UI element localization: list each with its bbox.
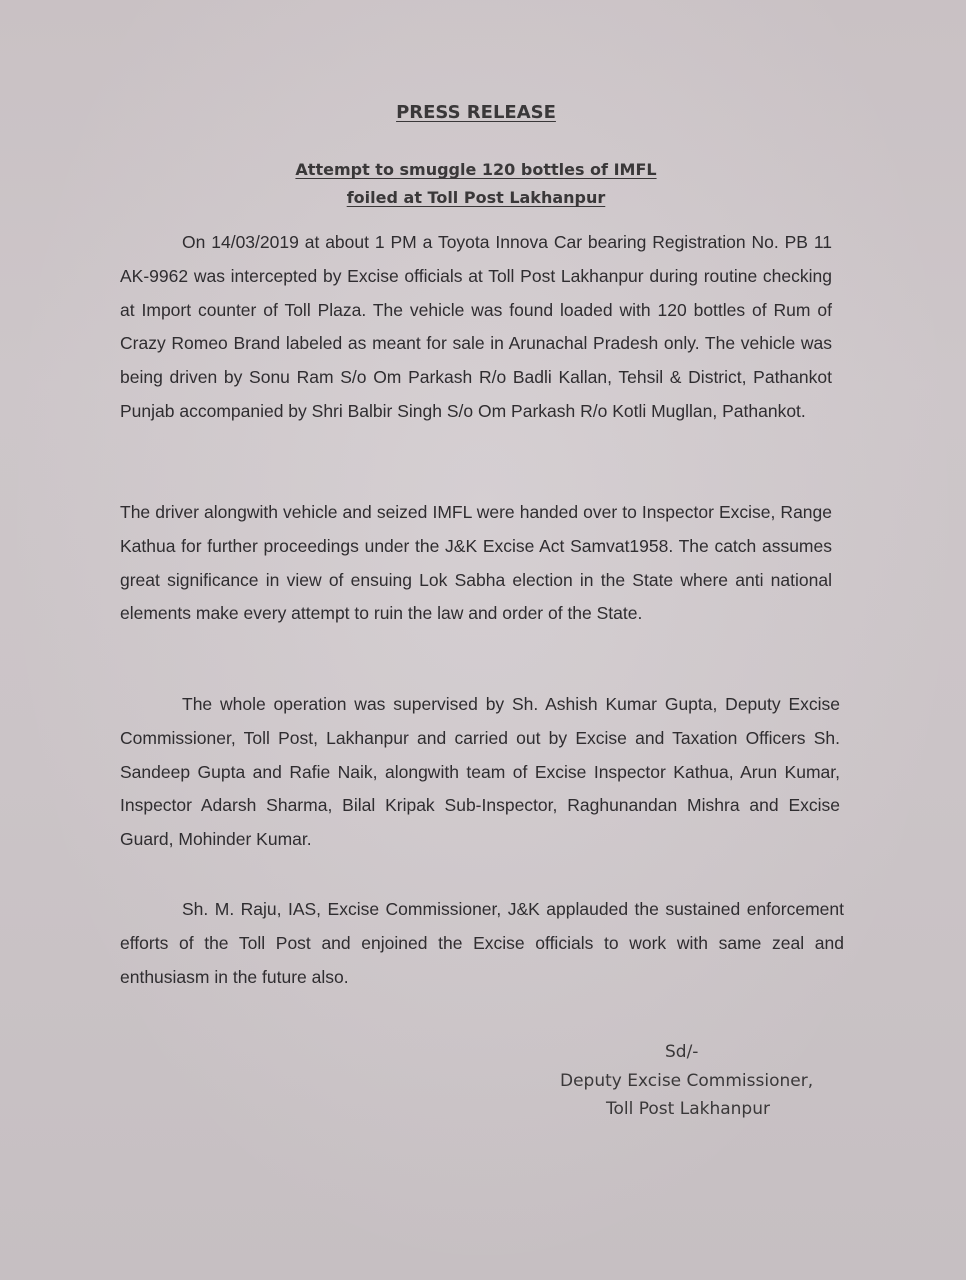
paragraph-operation-team: The whole operation was supervised by Sh. Ashish Kumar Gupta, Deputy Excise Commissioner, Toll Post, Lakhanpur and carried out by Excise and Taxation Officers Sh. Sandeep Gupta and Rafie Naik, alongwith team of Excise Inspector Kathua, Arun Kumar, Inspector Adarsh Sharma, Bilal Kripak Sub-Inspector, Raghunandan Mishra and Excise Guard, Mohinder Kumar.	[120, 694, 840, 850]
paragraph-proceedings: The driver alongwith vehicle and seized IMFL were handed over to Inspector Excise, Range Kathua for further proceedings under the J&K Excise Act Samvat1958. The catch assumes great significance in view of ensuing Lok Sabha election in the State where anti national elements make every attempt to ruin the law and order of the State.	[120, 502, 832, 624]
document-subheading-line1: Attempt to smuggle 120 bottles of IMFL	[295, 160, 657, 179]
paragraph-commendation: Sh. M. Raju, IAS, Excise Commissioner, J&K applauded the sustained enforcement efforts of the Toll Post and enjoined the Excise officials to work with same zeal and enthusiasm in the future also.	[120, 899, 844, 987]
paragraph-incident: On 14/03/2019 at about 1 PM a Toyota Innova Car bearing Registration No. PB 11 AK-9962 was intercepted by Excise officials at Toll Post Lakhanpur during routine checking at Import counter of Toll Plaza. The vehicle was found loaded with 120 bottles of Rum of Crazy Romeo Brand labeled as meant for sale in Arunachal Pradesh only. The vehicle was being driven by Sonu Ram S/o Om Parkash R/o Badli Kallan, Tehsil & District, Pathankot Punjab accompanied by Shri Balbir Singh S/o Om Parkash R/o Kotli Mugllan, Pathankot.	[120, 232, 832, 421]
document-subheading-line2: foiled at Toll Post Lakhanpur	[346, 188, 606, 207]
document-heading: PRESS RELEASE	[396, 102, 556, 123]
signature-designation: Deputy Excise Commissioner,	[560, 1071, 814, 1091]
signature-office: Toll Post Lakhanpur	[606, 1099, 770, 1119]
signature-mark: Sd/-	[665, 1042, 699, 1062]
